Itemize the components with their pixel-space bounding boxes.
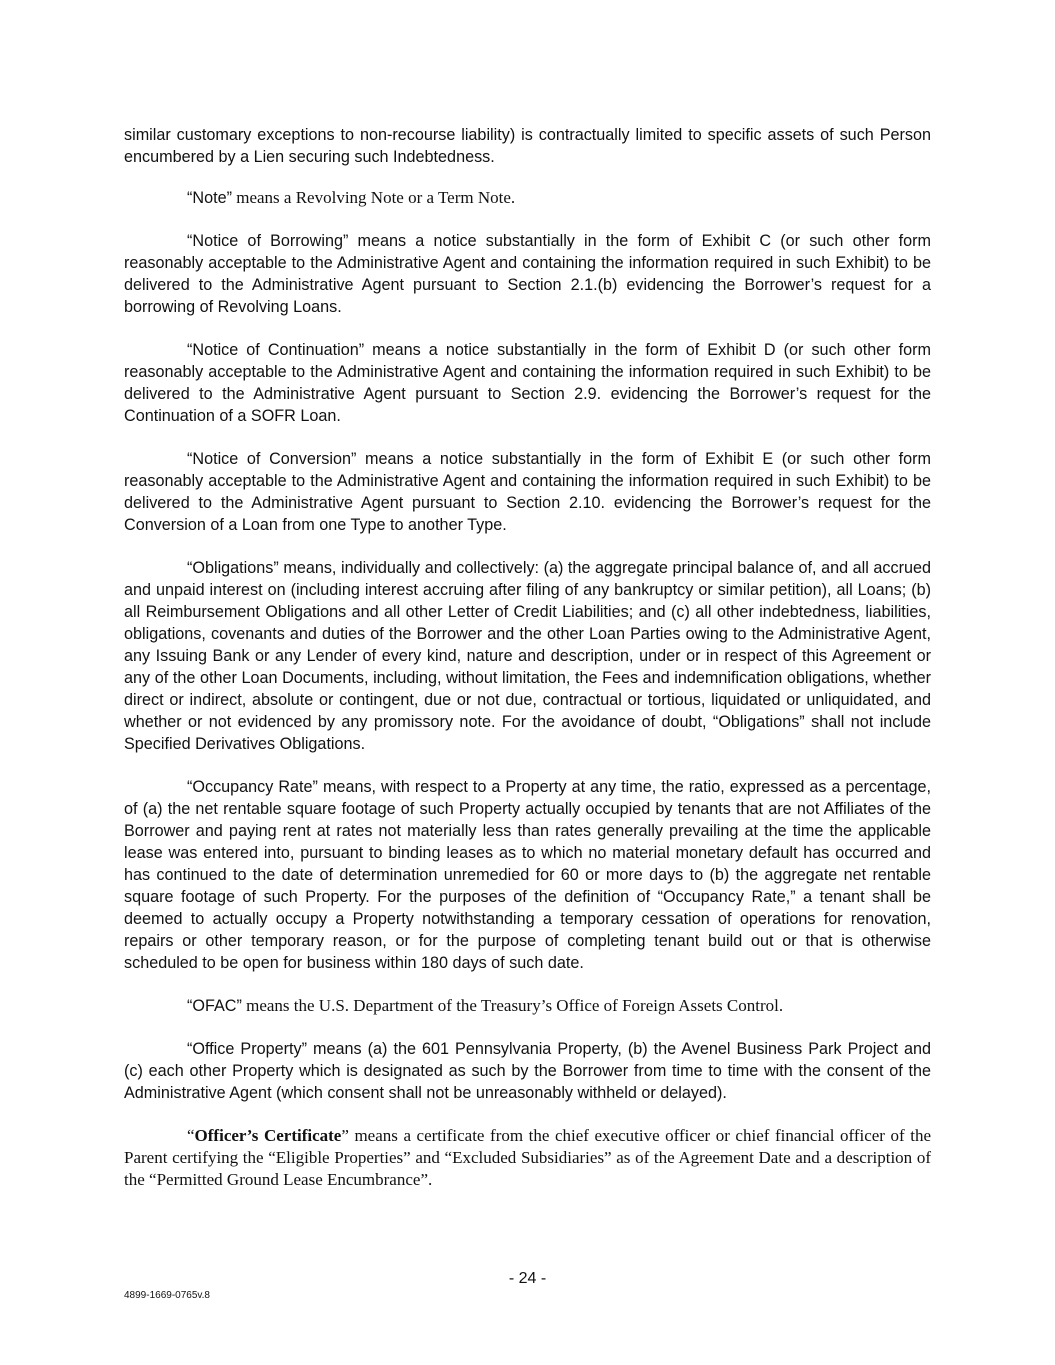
definition-ofac xyxy=(124,995,931,1017)
defined-term: Officer’s Certificate xyxy=(194,1126,342,1145)
definition-text: means (a) the 601 Pennsylvania Property, (b) the Avenel Business Park Project and (c) each other Property which is designated as such by the Borrower from time to time with the consent of the Administrative Agent (which consent shall not be unreasonably withheld or delayed). xyxy=(124,1040,931,1102)
defined-term: “Notice of Borrowing” xyxy=(187,232,349,250)
document-id: 4899-1669-0765v.8 xyxy=(124,1290,210,1301)
definition-text: means a notice substantially in the form of Exhibit D (or such other form reasonably acceptable to the Administrative Agent and containing the information required in such Exhibit) to be delivered to the Administrative Agent pursuant to Section 2.9. evidencing the Borrower’s request for the Continuation of a SOFR Loan. xyxy=(124,341,932,425)
defined-term: “Occupancy Rate” xyxy=(187,778,318,796)
defined-term: “Notice of Conversion” xyxy=(187,450,357,468)
definition-notice-of-conversion xyxy=(124,448,931,536)
defined-term: “Note” xyxy=(187,189,232,207)
definition-text: means, individually and collectively: (a) the aggregate principal balance of, and all accrued and unpaid interest on (including interest accruing after filing of any bankruptcy or similar petition), all Loans; (b) all Reimbursement Obligations and all other Letter of Credit Liabilities; and (c) all other indebtedness, liabilities, obligations, covenants and duties of the Borrower and the other Loan Parties owing to the Administrative Agent, any Issuing Bank or any Lender of every kind, nature and description, under or in respect of this Agreement or any of the other Loan Documents, including, without limitation, the Fees and indemnification obligations, whether direct or indirect, absolute or contingent, due or not due, contractual or tortious, liquidated or unliquidated, and whether or not evidenced by any promissory note. For the avoidance of doubt, “Obligations” shall not include Specified Derivatives Obligations. xyxy=(124,559,931,753)
definition-text: means, with respect to a Property at any time, the ratio, expressed as a percentage, of (a) the net rentable square footage of such Property actually occupied by tenants that are not Affiliates of the Borrower and paying rent at rates not materially less than rates generally prevailing at the time the applicable lease was entered into, pursuant to binding leases as to which no material monetary default has occurred and has continued to the date of determination unremedied for 60 or more days to (b) the aggregate net rentable square footage of such Property. For the purposes of the definition of “Occupancy Rate,” a tenant shall be deemed to actually occupy a Property notwithstanding a temporary cessation of operations for renovation, repairs or other temporary reason, or for the purpose of completing tenant build out or that is otherwise scheduled to be open for business within 180 days of such date. xyxy=(124,778,931,972)
definition-notice-of-borrowing xyxy=(124,230,931,318)
paragraph-body: similar customary exceptions to non-recourse liability) is contractually limited to specific assets of such Person encumbered by a Lien securing such Indebtedness. xyxy=(124,126,931,166)
definition-text: means the U.S. Department of the Treasury’s Office of Foreign Assets Control. xyxy=(241,996,784,1015)
definition-text: means a Revolving Note or a Term Note. xyxy=(231,188,516,207)
document-page xyxy=(124,124,931,1212)
defined-term: “Notice of Continuation” xyxy=(187,341,365,359)
definition-text: means a certificate from the chief executive officer or chief financial officer of the Parent certifying the “Eligible Properties” and “Excluded Subsidiaries” as of the Agreement Date and a description of the “Permitted Ground Lease Encumbrance”. xyxy=(124,1126,931,1189)
definition-note xyxy=(124,187,931,209)
definition-text: means a notice substantially in the form of Exhibit E (or such other form reasonably acceptable to the Administrative Agent and containing the information required in such Exhibit) to be delivered to the Administrative Agent pursuant to Section 2.10. evidencing the Borrower’s request for the Conversion of a Loan from one Type to another Type. xyxy=(124,450,931,534)
continuation-paragraph xyxy=(124,124,931,168)
definition-notice-of-continuation xyxy=(124,339,931,427)
quote-open: “ xyxy=(187,1126,195,1145)
defined-term: “Obligations” xyxy=(187,559,279,577)
defined-term: “Office Property” xyxy=(187,1040,307,1058)
defined-term: “OFAC” xyxy=(187,997,242,1015)
page-number: - 24 - xyxy=(508,1270,547,1287)
definition-occupancy-rate xyxy=(124,776,931,974)
definition-officers-certificate xyxy=(124,1125,931,1191)
definition-text: means a notice substantially in the form of Exhibit C (or such other form reasonably acceptable to the Administrative Agent and containing the information required in such Exhibit) to be delivered to the Administrative Agent pursuant to Section 2.1.(b) evidencing the Borrower’s request for a borrowing of Revolving Loans. xyxy=(124,232,931,316)
definition-obligations xyxy=(124,557,931,755)
quote-close: ” xyxy=(341,1126,349,1145)
definition-office-property xyxy=(124,1038,931,1104)
